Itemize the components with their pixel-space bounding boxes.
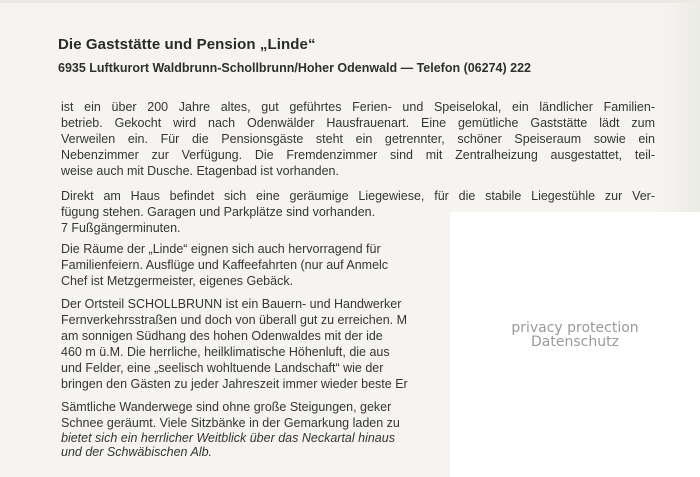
text-line: Sämtliche Wanderwege sind ohne große Steigungen, geker	[61, 400, 392, 414]
text-line: betrieb. Gekocht wird nach Odenwälder Hausfrauenart. Eine gemütliche Gaststätte lädt zum	[61, 116, 655, 130]
text-line: Die Räume der „Linde“ eignen sich auch hervorragend für	[61, 242, 381, 256]
address-line: 6935 Luftkurort Waldbrunn-Schollbrunn/Hoher Odenwald — Telefon (06274) 222	[58, 61, 531, 75]
text-line: Der Ortsteil SCHOLLBRUNN ist ein Bauern- und Handwerker	[61, 297, 402, 311]
text-line: Nebenzimmer zur Verfügung. Die Fremdenzimmer sind mit Zentralheizung ausgestattet, teil-	[61, 148, 655, 162]
text-line: Schnee geräumt. Viele Sitzbänke in der Gemarkung laden zu	[61, 416, 400, 430]
paper-edge-top	[0, 0, 700, 3]
privacy-text-en: privacy protection	[511, 320, 639, 336]
text-line: und Felder, eine „seelisch wohltuende Landschaft“ wie der	[61, 361, 384, 375]
text-line: und der Schwäbischen Alb.	[61, 445, 213, 459]
text-line: 460 m ü.M. Die herrliche, heilklimatische Höhenluft, die aus	[61, 345, 390, 359]
privacy-overlay	[450, 212, 700, 477]
text-line: Chef ist Metzgermeister, eigenes Gebäck.	[61, 274, 294, 288]
text-line: Fernverkehrsstraßen und doch von überall gut zu erreichen. M	[61, 313, 408, 327]
text-line: am sonnigen Südhang des hohen Odenwaldes mit der ide	[61, 329, 383, 343]
privacy-text-de: Datenschutz	[531, 334, 619, 350]
document-heading: Die Gaststätte und Pension „Linde“	[58, 36, 316, 53]
text-line: fügung stehen. Garagen und Parkplätze sind vorhanden.	[61, 205, 376, 219]
text-line: weise auch mit Dusche. Etagenbad ist vorhanden.	[61, 164, 339, 178]
text-line: 7 Fußgängerminuten.	[61, 221, 181, 235]
text-line: ist ein über 200 Jahre altes, gut geführtes Ferien- und Speiselokal, ein ländlicher Familien-	[61, 100, 655, 114]
text-line: bringen den Gästen zu jeder Jahreszeit immer wieder beste Er	[61, 377, 408, 391]
text-line: Direkt am Haus befindet sich eine geräumige Liegewiese, für die stabile Liegestühle zur Ver-	[61, 189, 655, 203]
text-line: bietet sich ein herrlicher Weitblick über das Neckartal hinaus	[61, 431, 395, 445]
text-line: Verweilen ein. Für die Pensionsgäste steht ein getrennter, schöner Speiseraum sowie ein	[61, 132, 655, 146]
text-line: Familienfeiern. Ausflüge und Kaffeefahrten (nur auf Anmelc	[61, 258, 389, 272]
privacy-watermark	[450, 321, 700, 349]
